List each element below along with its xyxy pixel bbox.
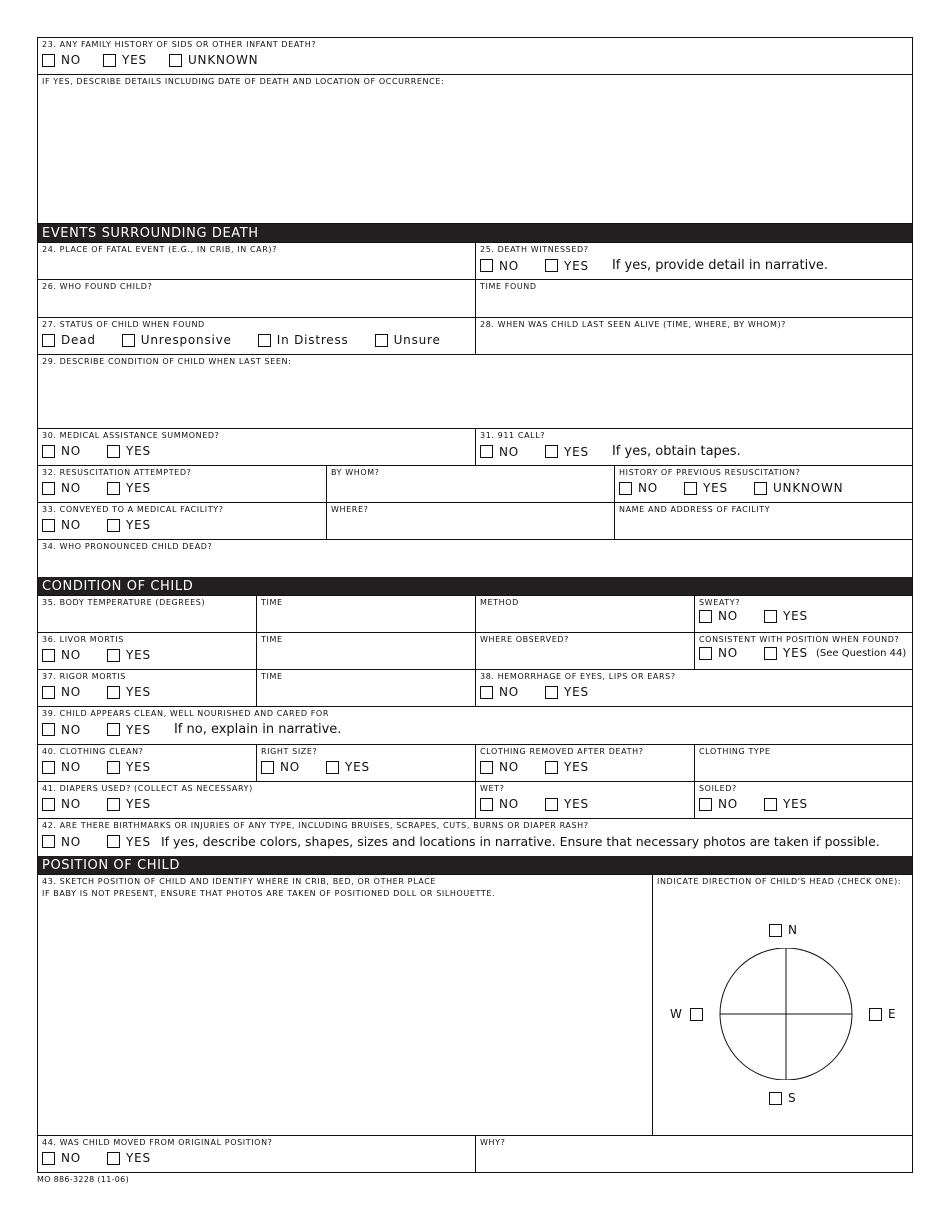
q44-label: 44. WAS CHILD MOVED FROM ORIGINAL POSITION? <box>42 1138 273 1147</box>
q26-label: 26. WHO FOUND CHILD? <box>42 282 153 291</box>
q30-option-no[interactable] <box>42 444 81 458</box>
right-size-cell <box>257 745 476 781</box>
option-label: YES <box>126 834 151 849</box>
q40-option-yes[interactable] <box>107 760 151 774</box>
q39-option-no[interactable] <box>42 723 81 737</box>
q27-options <box>42 333 471 347</box>
q23-option-no[interactable] <box>42 53 81 67</box>
row-q23 <box>38 38 912 75</box>
option-label: NO <box>61 685 82 699</box>
q36-option-yes[interactable] <box>107 648 151 662</box>
row-q30-q31 <box>38 429 912 466</box>
q25-cell <box>476 243 912 279</box>
q41-cell <box>38 782 476 818</box>
q27-option-in-distress[interactable] <box>258 333 349 347</box>
history-resus-cell <box>615 466 912 502</box>
option-label: YES <box>783 646 808 660</box>
option-label: YES <box>564 444 589 459</box>
checkbox[interactable] <box>480 445 493 458</box>
why-label: WHY? <box>480 1138 506 1147</box>
q32-option-yes[interactable] <box>107 481 151 495</box>
q27-option-dead[interactable] <box>42 333 96 347</box>
option-label: YES <box>126 518 151 532</box>
q44-options <box>42 1151 471 1165</box>
clothing-type-field[interactable] <box>695 745 912 781</box>
checkbox[interactable] <box>107 761 120 774</box>
q25-option-no[interactable] <box>480 259 519 273</box>
option-label: NO <box>499 444 520 459</box>
checkbox[interactable] <box>869 1008 882 1021</box>
q39-cell <box>38 707 912 744</box>
checkbox[interactable] <box>545 259 558 272</box>
wet-label: WET? <box>480 784 505 793</box>
q44-cell <box>38 1136 476 1172</box>
option-label: YES <box>783 797 808 811</box>
clothing-removed-cell <box>476 745 695 781</box>
q32-option-no[interactable] <box>42 481 81 495</box>
checkbox[interactable] <box>545 798 558 811</box>
time-label: TIME <box>261 635 283 644</box>
row-q35 <box>38 596 912 633</box>
clothing-type-label: CLOTHING TYPE <box>699 747 771 756</box>
q39-note: If no, explain in narrative. <box>173 722 342 737</box>
q30-options <box>42 444 471 458</box>
row-q44 <box>38 1136 912 1173</box>
q36-option-no[interactable] <box>42 648 81 662</box>
q33-cell <box>38 503 327 539</box>
by-whom-label: BY WHOM? <box>331 468 380 477</box>
checkbox[interactable] <box>42 649 55 662</box>
q35-time-field[interactable] <box>257 596 476 632</box>
row-q34 <box>38 540 912 577</box>
by-whom-field[interactable] <box>327 466 615 502</box>
q43-sublabel: IF BABY IS NOT PRESENT, ENSURE THAT PHOTOS ARE TAKEN OF POSITIONED DOLL OR SILHOUETTE. <box>42 889 496 898</box>
clothing-removed-option-yes[interactable] <box>545 760 589 774</box>
checkbox[interactable] <box>769 1092 782 1105</box>
q28-label: 28. WHEN WAS CHILD LAST SEEN ALIVE (TIME, WHERE, BY WHOM)? <box>480 320 787 329</box>
q40-cell <box>38 745 257 781</box>
checkbox[interactable] <box>619 482 632 495</box>
q40-option-no[interactable] <box>42 760 81 774</box>
option-label: YES <box>126 444 151 458</box>
row-q42 <box>38 819 912 856</box>
q23-details-label: IF YES, DESCRIBE DETAILS INCLUDING DATE OF DEATH AND LOCATION OF OCCURRENCE: <box>42 77 445 86</box>
soiled-option-yes[interactable] <box>764 797 808 811</box>
option-label: YES <box>126 797 151 811</box>
option-label: NO <box>638 481 659 495</box>
row-q27-q28 <box>38 318 912 355</box>
q37-cell <box>38 670 257 706</box>
row-q33 <box>38 503 912 540</box>
method-field[interactable] <box>476 596 695 632</box>
q38-options <box>480 685 908 699</box>
q31-cell <box>476 429 912 465</box>
checkbox[interactable] <box>480 761 493 774</box>
option-label: NO <box>61 53 82 67</box>
direction-label: W <box>670 1007 682 1021</box>
q41-option-yes[interactable] <box>107 797 151 811</box>
q40-options <box>42 760 252 774</box>
q44-option-yes[interactable] <box>107 1151 151 1165</box>
q33-option-yes[interactable] <box>107 518 151 532</box>
checkbox[interactable] <box>107 686 120 699</box>
where-label: WHERE? <box>331 505 369 514</box>
history-resus-option-yes[interactable] <box>684 481 728 495</box>
option-label: YES <box>564 258 589 273</box>
soiled-option-no[interactable] <box>699 797 738 811</box>
option-label: UNKNOWN <box>187 53 259 67</box>
option-label: YES <box>122 53 147 67</box>
option-label: NO <box>499 797 520 811</box>
checkbox[interactable] <box>42 686 55 699</box>
history-resus-option-unknown[interactable] <box>754 481 844 495</box>
q42-option-no[interactable] <box>42 835 81 849</box>
q32-cell <box>38 466 327 502</box>
checkbox[interactable] <box>684 482 697 495</box>
section-events-surrounding-death: EVENTS SURROUNDING DEATH <box>38 224 912 243</box>
checkbox[interactable] <box>42 723 55 736</box>
row-q43 <box>38 875 912 1136</box>
checkbox[interactable] <box>42 482 55 495</box>
time-found-field[interactable] <box>476 280 912 317</box>
option-label: UNKNOWN <box>772 481 844 495</box>
q35-field[interactable] <box>38 596 257 632</box>
q29-label: 29. DESCRIBE CONDITION OF CHILD WHEN LAST SEEN: <box>42 357 292 366</box>
wet-cell <box>476 782 695 818</box>
row-q40 <box>38 745 912 782</box>
right-size-option-yes[interactable] <box>326 760 370 774</box>
history-resus-options <box>619 481 908 495</box>
checkbox[interactable] <box>764 610 777 623</box>
q32-label: 32. RESUSCITATION ATTEMPTED? <box>42 468 192 477</box>
q44-option-no[interactable] <box>42 1151 81 1165</box>
row-q23-details <box>38 75 912 224</box>
right-size-option-no[interactable] <box>261 760 300 774</box>
soiled-cell <box>695 782 912 818</box>
where-field[interactable] <box>327 503 615 539</box>
option-label: NO <box>499 760 520 774</box>
where-observed-label: WHERE OBSERVED? <box>480 635 569 644</box>
option-label: NO <box>61 1151 82 1165</box>
checkbox[interactable] <box>326 761 339 774</box>
option-label: YES <box>126 722 151 737</box>
q38-label: 38. HEMORRHAGE OF EYES, LIPS OR EARS? <box>480 672 676 681</box>
wet-option-yes[interactable] <box>545 797 589 811</box>
checkbox[interactable] <box>42 798 55 811</box>
q33-label: 33. CONVEYED TO A MEDICAL FACILITY? <box>42 505 224 514</box>
form-code: MO 886-3228 (11-06) <box>37 1175 129 1184</box>
q31-label: 31. 911 CALL? <box>480 431 546 440</box>
option-label: NO <box>61 444 82 458</box>
checkbox[interactable] <box>545 445 558 458</box>
row-q41 <box>38 782 912 819</box>
q23-options <box>42 53 908 67</box>
checkbox[interactable] <box>107 519 120 532</box>
checkbox[interactable] <box>690 1008 703 1021</box>
option-label: NO <box>61 648 82 662</box>
time-found-label: TIME FOUND <box>480 282 537 291</box>
soiled-label: SOILED? <box>699 784 737 793</box>
sweaty-label: SWEATY? <box>699 598 741 607</box>
q42-options <box>42 834 908 849</box>
option-label: NO <box>61 834 82 849</box>
checkbox[interactable] <box>42 519 55 532</box>
q31-options <box>480 444 908 459</box>
option-label: Unresponsive <box>140 333 232 347</box>
option-label: NO <box>61 722 82 737</box>
option-label: NO <box>718 646 739 660</box>
checkbox[interactable] <box>42 445 55 458</box>
q31-note: If yes, obtain tapes. <box>611 444 741 459</box>
head-direction-label: INDICATE DIRECTION OF CHILD'S HEAD (CHECK ONE): <box>657 877 902 886</box>
checkbox[interactable] <box>258 334 271 347</box>
q42-cell <box>38 819 912 856</box>
head-direction-north[interactable] <box>769 923 797 937</box>
option-label: NO <box>61 797 82 811</box>
option-label: YES <box>126 685 151 699</box>
q36-options <box>42 648 252 662</box>
where-observed-field[interactable] <box>476 633 695 669</box>
option-label: YES <box>345 760 370 774</box>
q25-options <box>480 258 908 273</box>
q27-option-unresponsive[interactable] <box>122 333 232 347</box>
option-label: YES <box>564 797 589 811</box>
q36-cell <box>38 633 257 669</box>
time-label: TIME <box>261 672 283 681</box>
option-label: YES <box>126 760 151 774</box>
clothing-removed-label: CLOTHING REMOVED AFTER DEATH? <box>480 747 644 756</box>
q38-cell <box>476 670 912 706</box>
row-q29 <box>38 355 912 429</box>
q25-note: If yes, provide detail in narrative. <box>611 258 829 273</box>
q40-label: 40. CLOTHING CLEAN? <box>42 747 144 756</box>
q38-option-no[interactable] <box>480 685 519 699</box>
q30-cell <box>38 429 476 465</box>
wet-options <box>480 797 690 811</box>
checkbox[interactable] <box>103 54 116 67</box>
q37-option-no[interactable] <box>42 685 81 699</box>
consistent-label: CONSISTENT WITH POSITION WHEN FOUND? <box>699 635 900 644</box>
q34-label: 34. WHO PRONOUNCED CHILD DEAD? <box>42 542 213 551</box>
row-q39 <box>38 707 912 745</box>
checkbox[interactable] <box>545 761 558 774</box>
checkbox[interactable] <box>480 798 493 811</box>
option-label: YES <box>783 609 808 623</box>
q42-note: If yes, describe colors, shapes, sizes and locations in narrative. Ensure that necessary photos are taken if possible. <box>160 834 880 849</box>
checkbox[interactable] <box>107 482 120 495</box>
checkbox[interactable] <box>764 647 777 660</box>
q33-option-no[interactable] <box>42 518 81 532</box>
row-q24-q25 <box>38 243 912 280</box>
option-label: NO <box>61 518 82 532</box>
q37-options <box>42 685 252 699</box>
sweaty-options <box>699 609 908 623</box>
q23-cell <box>38 38 912 74</box>
q42-label: 42. ARE THERE BIRTHMARKS OR INJURIES OF ANY TYPE, INCLUDING BRUISES, SCRAPES, CUTS, BURNS OR DIAPER RASH? <box>42 821 589 830</box>
clothing-removed-options <box>480 760 690 774</box>
q25-option-yes[interactable] <box>545 259 589 273</box>
q31-option-no[interactable] <box>480 445 519 459</box>
time-label: TIME <box>261 598 283 607</box>
direction-label: E <box>888 1007 896 1021</box>
q23-details-field[interactable] <box>38 75 912 223</box>
clothing-removed-option-no[interactable] <box>480 760 519 774</box>
q27-cell <box>38 318 476 354</box>
consistent-option-yes[interactable] <box>764 646 808 660</box>
q24-label: 24. PLACE OF FATAL EVENT (E.G., IN CRIB, IN CAR)? <box>42 245 277 254</box>
q26-field[interactable] <box>38 280 476 317</box>
q36-time-field[interactable] <box>257 633 476 669</box>
q33-options <box>42 518 322 532</box>
q39-options <box>42 722 908 737</box>
checkbox[interactable] <box>107 798 120 811</box>
q39-option-yes[interactable] <box>107 723 151 737</box>
q34-field[interactable] <box>38 540 912 577</box>
method-label: METHOD <box>480 598 519 607</box>
head-direction-east[interactable] <box>869 1007 896 1021</box>
q27-label: 27. STATUS OF CHILD WHEN FOUND <box>42 320 205 329</box>
option-label: Unsure <box>393 333 441 347</box>
q32-options <box>42 481 322 495</box>
wet-option-no[interactable] <box>480 797 519 811</box>
q37-option-yes[interactable] <box>107 685 151 699</box>
checkbox[interactable] <box>699 647 712 660</box>
row-q32 <box>38 466 912 503</box>
q41-options <box>42 797 471 811</box>
q23-option-yes[interactable] <box>103 53 147 67</box>
q29-field[interactable] <box>38 355 912 428</box>
option-label: YES <box>126 648 151 662</box>
checkbox[interactable] <box>107 1152 120 1165</box>
checkbox[interactable] <box>764 798 777 811</box>
checkbox[interactable] <box>169 54 182 67</box>
consistent-options <box>699 646 908 660</box>
row-q37 <box>38 670 912 707</box>
q37-label: 37. RIGOR MORTIS <box>42 672 126 681</box>
q41-label: 41. DIAPERS USED? (COLLECT AS NECESSARY) <box>42 784 253 793</box>
option-label: YES <box>564 685 589 699</box>
history-resus-option-no[interactable] <box>619 481 658 495</box>
q23-label: 23. ANY FAMILY HISTORY OF SIDS OR OTHER INFANT DEATH? <box>42 40 317 49</box>
checkbox[interactable] <box>42 761 55 774</box>
checkbox[interactable] <box>545 686 558 699</box>
consistent-option-no[interactable] <box>699 646 738 660</box>
option-label: YES <box>703 481 728 495</box>
checkbox[interactable] <box>754 482 767 495</box>
consistent-cell <box>695 633 912 669</box>
q28-field[interactable] <box>476 318 912 354</box>
soiled-options <box>699 797 908 811</box>
checkbox[interactable] <box>42 835 55 848</box>
option-label: Dead <box>61 333 96 347</box>
q37-time-field[interactable] <box>257 670 476 706</box>
option-label: NO <box>499 685 520 699</box>
right-size-options <box>261 760 471 774</box>
sweaty-option-yes[interactable] <box>764 609 808 623</box>
checkbox[interactable] <box>480 259 493 272</box>
facility-field[interactable] <box>615 503 912 539</box>
why-field[interactable] <box>476 1136 912 1172</box>
q35-label: 35. BODY TEMPERATURE (DEGREES) <box>42 598 206 607</box>
q36-label: 36. LIVOR MORTIS <box>42 635 124 644</box>
head-direction-west[interactable] <box>670 1007 709 1021</box>
checkbox[interactable] <box>107 445 120 458</box>
checkbox[interactable] <box>122 334 135 347</box>
consistent-note: (See Question 44) <box>815 647 907 659</box>
checkbox[interactable] <box>480 686 493 699</box>
history-resus-label: HISTORY OF PREVIOUS RESUSCITATION? <box>619 468 801 477</box>
option-label: NO <box>61 760 82 774</box>
checkbox[interactable] <box>107 649 120 662</box>
head-direction-cell <box>653 875 912 1135</box>
q23-option-unknown[interactable] <box>169 53 259 67</box>
facility-label: NAME AND ADDRESS OF FACILITY <box>619 505 771 514</box>
q41-option-no[interactable] <box>42 797 81 811</box>
q43-sketch-area[interactable] <box>38 875 653 1135</box>
checkbox[interactable] <box>42 54 55 67</box>
sweaty-option-no[interactable] <box>699 609 738 623</box>
checkbox[interactable] <box>42 334 55 347</box>
q30-label: 30. MEDICAL ASSISTANCE SUMMONED? <box>42 431 220 440</box>
q42-option-yes[interactable] <box>107 835 151 849</box>
q27-option-unsure[interactable] <box>375 333 441 347</box>
checkbox[interactable] <box>699 610 712 623</box>
investigation-form <box>37 37 913 1173</box>
checkbox[interactable] <box>107 723 120 736</box>
option-label: YES <box>126 481 151 495</box>
head-direction-south[interactable] <box>769 1091 796 1105</box>
q38-option-yes[interactable] <box>545 685 589 699</box>
checkbox[interactable] <box>699 798 712 811</box>
checkbox[interactable] <box>375 334 388 347</box>
section-condition-of-child: CONDITION OF CHILD <box>38 577 912 596</box>
row-q26 <box>38 280 912 318</box>
q39-label: 39. CHILD APPEARS CLEAN, WELL NOURISHED AND CARED FOR <box>42 709 329 718</box>
q25-label: 25. DEATH WITNESSED? <box>480 245 589 254</box>
sweaty-cell <box>695 596 912 632</box>
option-label: In Distress <box>276 333 349 347</box>
direction-label: N <box>788 923 797 937</box>
option-label: NO <box>280 760 301 774</box>
option-label: NO <box>61 481 82 495</box>
q30-option-yes[interactable] <box>107 444 151 458</box>
option-label: YES <box>564 760 589 774</box>
checkbox[interactable] <box>261 761 274 774</box>
q43-label: 43. SKETCH POSITION OF CHILD AND IDENTIFY WHERE IN CRIB, BED, OR OTHER PLACE <box>42 877 437 886</box>
direction-label: S <box>788 1091 796 1105</box>
compass-circle <box>718 948 854 1080</box>
checkbox[interactable] <box>769 924 782 937</box>
q24-field[interactable] <box>38 243 476 279</box>
option-label: NO <box>718 609 739 623</box>
checkbox[interactable] <box>107 835 120 848</box>
option-label: NO <box>499 258 520 273</box>
q31-option-yes[interactable] <box>545 445 589 459</box>
right-size-label: RIGHT SIZE? <box>261 747 318 756</box>
checkbox[interactable] <box>42 1152 55 1165</box>
section-position-of-child: POSITION OF CHILD <box>38 856 912 875</box>
row-q36 <box>38 633 912 670</box>
option-label: YES <box>126 1151 151 1165</box>
option-label: NO <box>718 797 739 811</box>
